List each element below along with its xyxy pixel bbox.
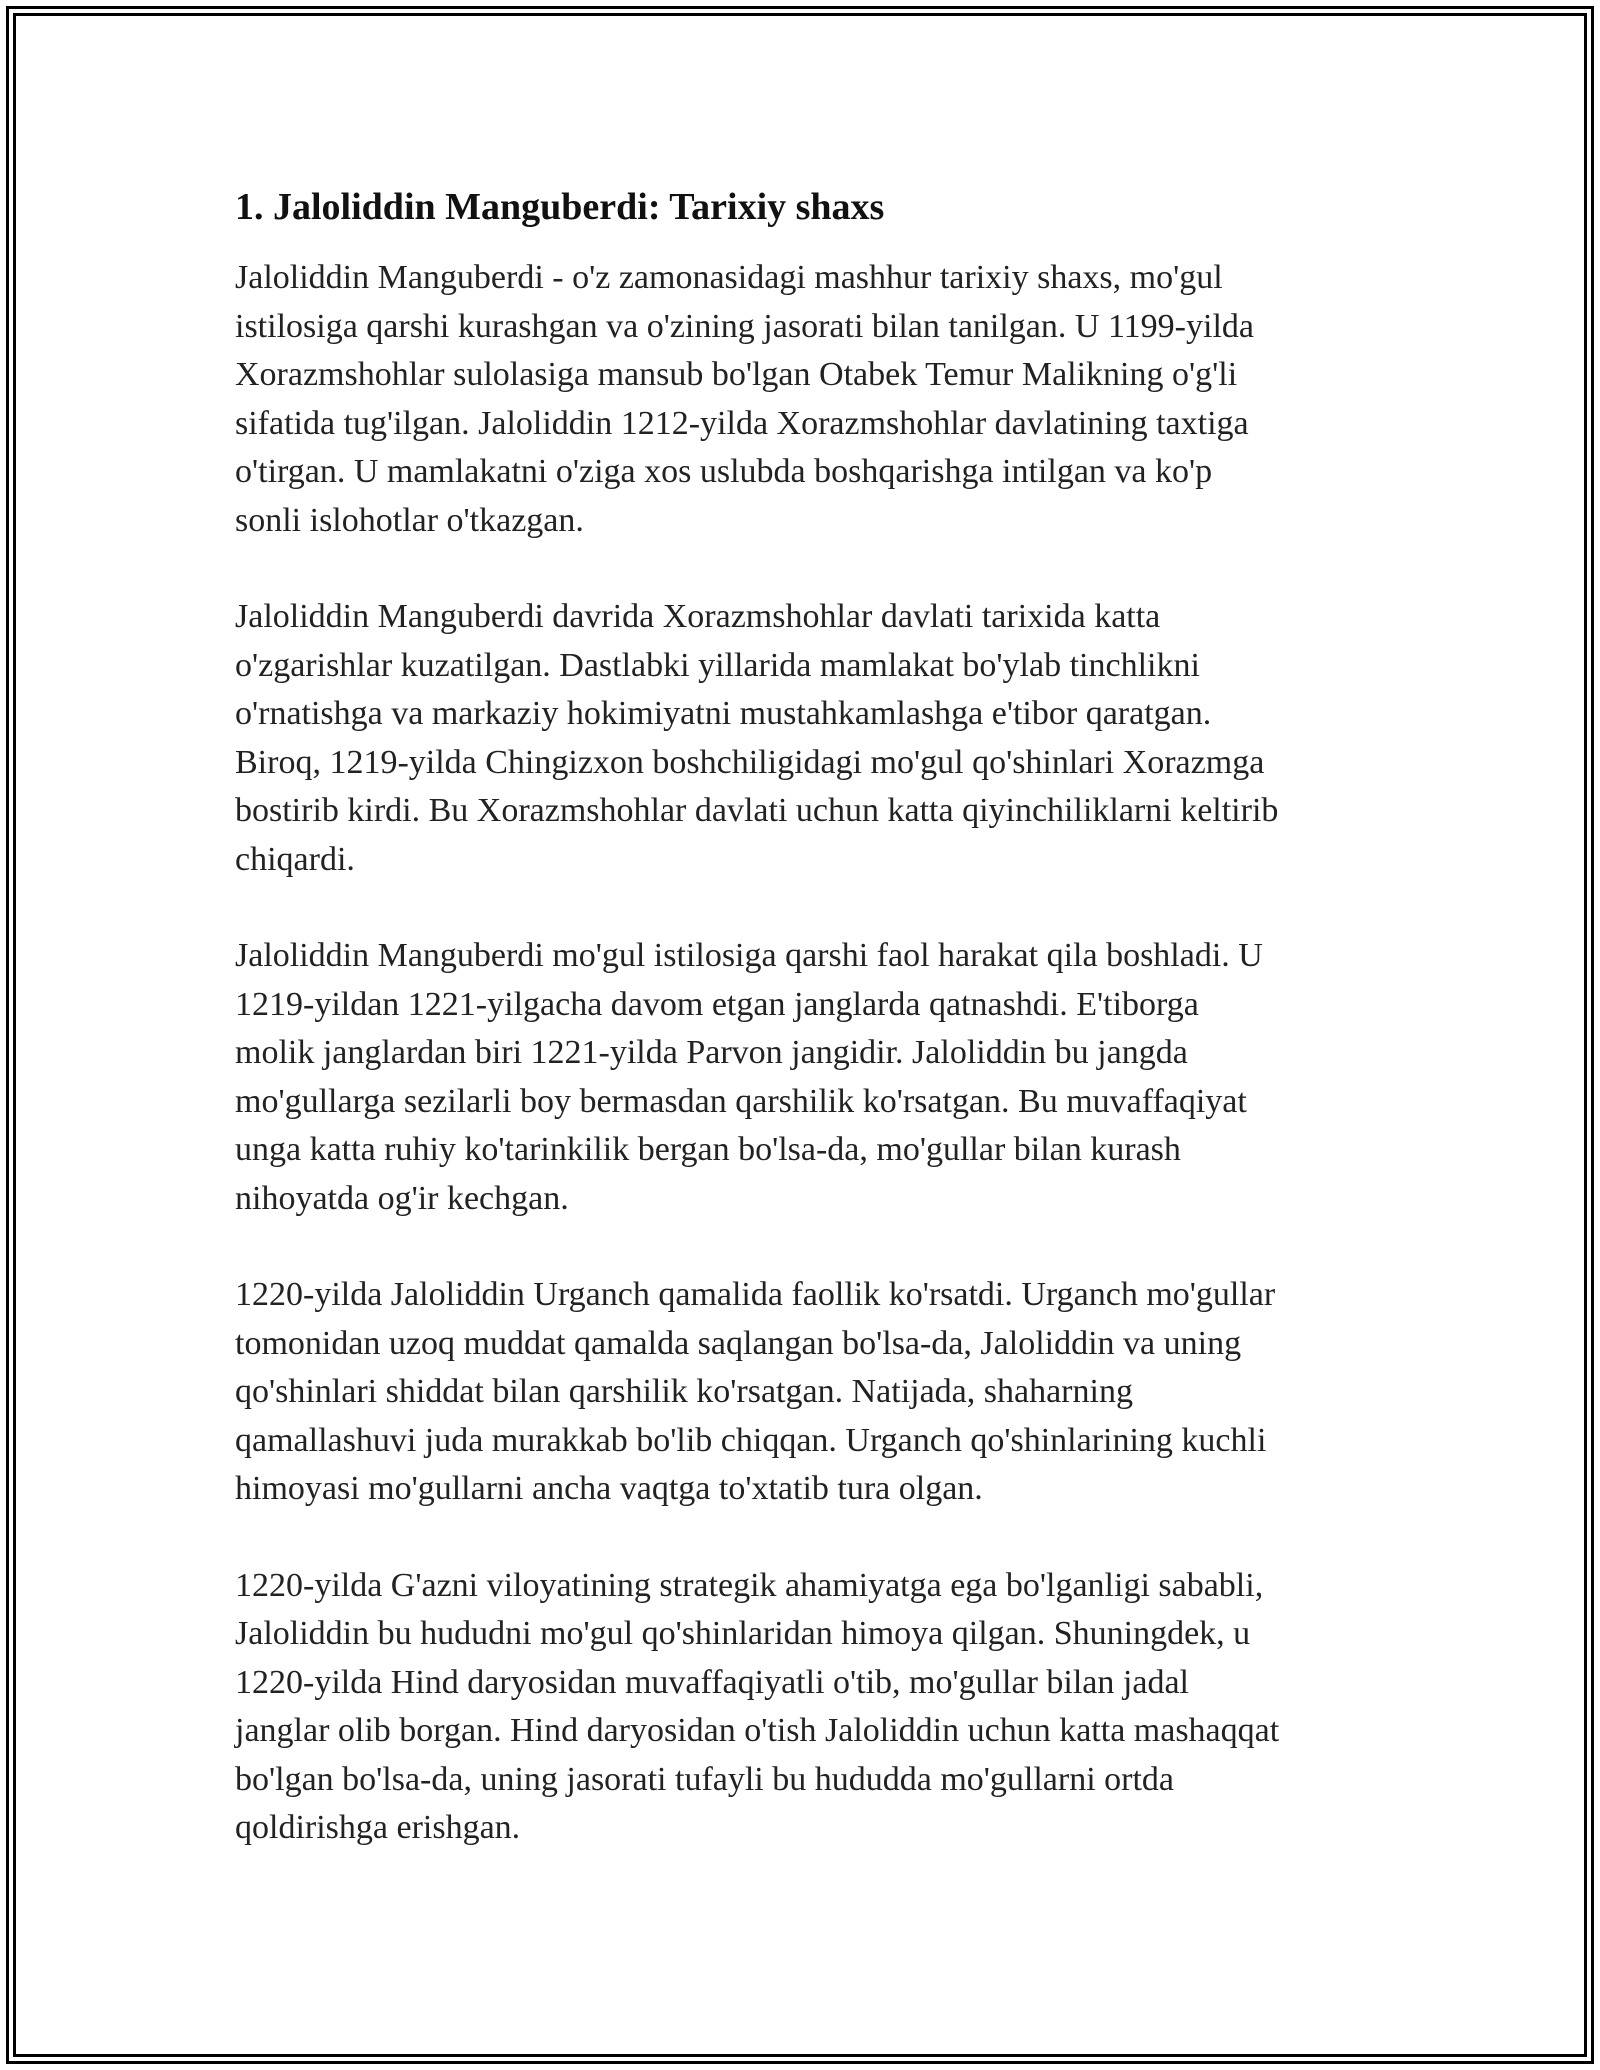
paragraph-line: bo'lgan bo'lsa-da, uning jasorati tufayli bu hududda mo'gullarni ortda [235, 1760, 1175, 1798]
paragraph-5 [235, 1562, 1365, 1853]
paragraph-line: 1220-yilda Jaloliddin Urganch qamalida faollik ko'rsatdi. Urganch mo'gullar [235, 1276, 1276, 1313]
paragraph-line: Xorazmshohlar sulolasiga mansub bo'lgan Otabek Temur Malikning o'g'li [235, 356, 1238, 393]
paragraph-line: Jaloliddin bu hududni mo'gul qo'shinlaridan himoya qilgan. Shuningdek, u [235, 1615, 1251, 1652]
paragraph-line: molik janglardan biri 1221-yilda Parvon jangidir. Jaloliddin bu jangda [235, 1034, 1188, 1071]
paragraph-line: mo'gullarga sezilarli boy bermasdan qarshilik ko'rsatgan. Bu muvaffaqiyat [235, 1082, 1247, 1120]
paragraph-line: himoyasi mo'gullarni ancha vaqtga to'xtatib tura olgan. [235, 1470, 983, 1507]
paragraph-line: qamallashuvi juda murakkab bo'lib chiqqan. Urganch qo'shinlarining kuchli [235, 1421, 1267, 1459]
paragraph-line: bostirib kirdi. Bu Xorazmshohlar davlati uchun katta qiyinchiliklarni keltirib [235, 792, 1279, 829]
paragraph-line: unga katta ruhiy ko'tarinkilik bergan bo'lsa-da, mo'gullar bilan kurash [235, 1131, 1181, 1168]
paragraph-line: sifatida tug'ilgan. Jaloliddin 1212-yilda Xorazmshohlar davlatining taxtiga [235, 404, 1249, 442]
document-content [235, 184, 1365, 1901]
paragraph-1 [235, 254, 1365, 545]
paragraph-line: Biroq, 1219-yilda Chingizxon boshchiligidagi mo'gul qo'shinlari Xorazmga [235, 743, 1265, 781]
paragraph-line: tomonidan uzoq muddat qamalda saqlangan bo'lsa-da, Jaloliddin va uning [235, 1324, 1242, 1362]
paragraph-line: 1220-yilda Hind daryosidan muvaffaqiyatli o'tib, mo'gullar bilan jadal [235, 1663, 1189, 1701]
paragraph-line: o'rnatishga va markaziy hokimiyatni mustahkamlashga e'tibor qaratgan. [235, 695, 1212, 732]
paragraph-line: Jaloliddin Manguberdi mo'gul istilosiga qarshi faol harakat qila boshladi. U [235, 937, 1263, 974]
paragraph-line: Jaloliddin Manguberdi - o'z zamonasidagi mashhur tarixiy shaxs, mo'gul [235, 259, 1223, 296]
paragraph-4 [235, 1271, 1365, 1514]
paragraph-line: sonli islohotlar o'tkazgan. [235, 501, 584, 539]
paragraph-line: qoldirishga erishgan. [235, 1809, 521, 1846]
paragraph-line: 1219-yildan 1221-yilgacha davom etgan janglarda qatnashdi. E'tiborga [235, 985, 1199, 1023]
paragraph-line: Jaloliddin Manguberdi davrida Xorazmshohlar davlati tarixida katta [235, 598, 1161, 635]
paragraph-line: o'zgarishlar kuzatilgan. Dastlabki yillarida mamlakat bo'ylab tinchlikni [235, 646, 1200, 684]
paragraph-3 [235, 932, 1365, 1223]
paragraph-2 [235, 593, 1365, 884]
section-heading: 1. Jaloliddin Manguberdi: Tarixiy shaxs [235, 186, 885, 228]
paragraph-line: o'tirgan. U mamlakatni o'ziga xos uslubda boshqarishga intilgan va ko'p [235, 453, 1213, 490]
paragraph-line: 1220-yilda G'azni viloyatining strategik ahamiyatga ega bo'lganligi sababli, [235, 1566, 1264, 1604]
paragraph-line: nihoyatda og'ir kechgan. [235, 1179, 569, 1217]
paragraph-line: istilosiga qarshi kurashgan va o'zining jasorati bilan tanilgan. U 1199-yilda [235, 307, 1254, 345]
paragraph-line: janglar olib borgan. Hind daryosidan o'tish Jaloliddin uchun katta mashaqqat [235, 1712, 1280, 1749]
paragraph-line: chiqardi. [235, 840, 355, 878]
paragraph-line: qo'shinlari shiddat bilan qarshilik ko'rsatgan. Natijada, shaharning [235, 1373, 1133, 1410]
